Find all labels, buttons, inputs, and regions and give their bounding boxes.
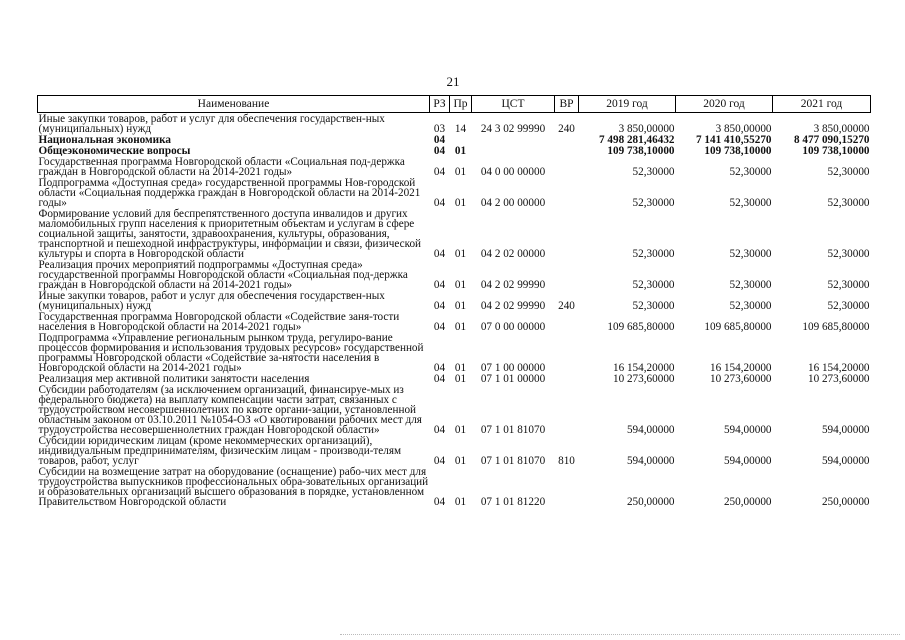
- row-value-2019: 594,00000: [626, 424, 675, 436]
- table-row: [38, 208, 871, 259]
- table-row: [38, 177, 871, 208]
- row-vr: [555, 311, 579, 332]
- row-name: Национальная экономика: [38, 134, 171, 146]
- row-value-2020: 109 738,10000: [704, 145, 772, 157]
- page-number: 21: [446, 74, 460, 89]
- row-cst: 07 1 01 81220: [480, 496, 546, 508]
- table-header-row: [38, 96, 871, 113]
- row-value-2020: 3 850,00000: [715, 123, 772, 135]
- row-value-2021: 52,30000: [827, 279, 870, 291]
- row-cst: 07 1 00 00000: [480, 362, 546, 374]
- row-pr: 01: [454, 455, 467, 467]
- row-value-2019: 594,00000: [626, 455, 675, 467]
- row-name: Субсидии на возмещение затрат на оборудование (оснащение) рабо-чих мест для трудоустройства выпускников профессиональных обра-зовательных организаций и образовательных организаций высшего образования в порядке, установленном Правительством Новгородской области: [38, 466, 429, 508]
- row-rz: 04: [433, 424, 446, 436]
- row-value-2019: 52,30000: [632, 300, 675, 312]
- row-vr: 240: [558, 300, 575, 312]
- row-value-2019: 3 850,00000: [618, 123, 675, 135]
- row-value-2021: 109 685,80000: [802, 321, 870, 333]
- budget-table: [37, 95, 871, 507]
- row-rz: 04: [433, 455, 446, 467]
- row-vr: [555, 332, 579, 373]
- row-name: Подпрограмма «Управление региональным рынком труда, регулиро-вание процессов формирования и использования трудовых ресурсов» государственной программы Новгородской области «Содействие за-нятости населения в Новгородской области на 2014-2021 годы»: [38, 332, 424, 374]
- row-value-2021: 594,00000: [821, 455, 870, 467]
- row-value-2021: 109 738,10000: [802, 145, 870, 157]
- row-rz: 04: [433, 496, 446, 508]
- header-vr: ВР: [555, 96, 579, 113]
- row-pr: 01: [454, 496, 467, 508]
- header-pr: Пр: [450, 96, 472, 113]
- table-row: [38, 290, 871, 311]
- row-value-2019: 250,00000: [626, 496, 675, 508]
- row-cst: 04 2 00 00000: [480, 197, 546, 209]
- row-value-2021: 3 850,00000: [813, 123, 870, 135]
- row-vr: [555, 373, 579, 384]
- row-cst: 04 2 02 99990: [480, 279, 546, 291]
- table-row: [38, 435, 871, 466]
- row-name: Государственная программа Новгородской области «Содействие заня-тости населения в Новгородской области на 2014-2021 годы»: [38, 311, 400, 333]
- row-value-2019: 109 738,10000: [607, 145, 675, 157]
- row-cst: 04 2 02 00000: [480, 248, 546, 260]
- row-vr: 240: [558, 123, 575, 135]
- row-name: Субсидии работодателям (за исключением организаций, финансируе-мых из федерального бюджета) на выплату компенсации части затрат, связанных с трудоустройством несовершеннолетних по квоте органи-зации, установленной областным законом от 03.10.2011 №1054-ОЗ «О квотировании рабочих мест для трудоустройства несовершеннолетних граждан Новгородской области»: [38, 384, 422, 436]
- row-vr: [555, 177, 579, 208]
- row-pr: 01: [454, 373, 467, 385]
- row-value-2021: 250,00000: [821, 496, 870, 508]
- row-value-2020: 52,30000: [729, 166, 772, 178]
- row-vr: [555, 384, 579, 435]
- table-row: [38, 332, 871, 373]
- row-value-2019: 109 685,80000: [607, 321, 675, 333]
- row-pr: 01: [454, 197, 467, 209]
- row-value-2020: 52,30000: [729, 248, 772, 260]
- row-rz: 04: [433, 197, 446, 209]
- row-cst: [472, 145, 555, 156]
- table-body: [38, 113, 871, 508]
- row-rz: 04: [433, 166, 446, 178]
- row-rz: 04: [433, 145, 446, 157]
- row-pr: [450, 134, 472, 145]
- row-name: Реализация мер активной политики занятости населения: [38, 373, 310, 385]
- row-value-2020: 52,30000: [729, 300, 772, 312]
- row-value-2021: 52,30000: [827, 197, 870, 209]
- row-cst: 07 0 00 00000: [480, 321, 546, 333]
- row-value-2020: 7 141 410,55270: [695, 134, 772, 146]
- header-cst: ЦСТ: [472, 96, 555, 113]
- row-value-2019: 52,30000: [632, 279, 675, 291]
- row-value-2021: 594,00000: [821, 424, 870, 436]
- table-row: [38, 259, 871, 290]
- row-rz: 04: [433, 300, 446, 312]
- row-cst: [472, 134, 555, 145]
- header-name: Наименование: [38, 96, 430, 113]
- row-pr: 01: [454, 362, 467, 374]
- row-cst: 04 2 02 99990: [480, 300, 546, 312]
- row-cst: 07 1 01 00000: [480, 373, 546, 385]
- row-cst: 07 1 01 81070: [480, 424, 546, 436]
- row-value-2020: 52,30000: [729, 197, 772, 209]
- row-name: Иные закупки товаров, работ и услуг для обеспечения государствен-ных (муниципальных) нужд: [38, 290, 385, 312]
- table-row: [38, 466, 871, 507]
- row-pr: 01: [454, 300, 467, 312]
- row-value-2021: 52,30000: [827, 248, 870, 260]
- row-value-2020: 109 685,80000: [704, 321, 772, 333]
- table-row: [38, 145, 871, 156]
- header-rz: РЗ: [430, 96, 450, 113]
- row-value-2020: 52,30000: [729, 279, 772, 291]
- header-2020: 2020 год: [676, 96, 773, 113]
- row-value-2019: 16 154,20000: [612, 362, 675, 374]
- row-value-2021: 16 154,20000: [807, 362, 870, 374]
- row-rz: 04: [433, 373, 446, 385]
- row-cst: 24 3 02 99990: [480, 123, 546, 135]
- table-row: [38, 373, 871, 384]
- row-name: Иные закупки товаров, работ и услуг для обеспечения государствен-ных (муниципальных) нужд: [38, 113, 385, 135]
- row-rz: 04: [433, 134, 446, 146]
- row-value-2020: 10 273,60000: [709, 373, 772, 385]
- row-rz: 04: [433, 362, 446, 374]
- row-name: Общеэкономические вопросы: [38, 145, 191, 157]
- row-value-2019: 52,30000: [632, 197, 675, 209]
- row-vr: [555, 156, 579, 177]
- row-value-2021: 10 273,60000: [807, 373, 870, 385]
- row-rz: 04: [433, 248, 446, 260]
- row-vr: [555, 134, 579, 145]
- table-row: [38, 113, 871, 135]
- row-cst: 04 0 00 00000: [480, 166, 546, 178]
- header-2019: 2019 год: [579, 96, 676, 113]
- row-name: Подпрограмма «Доступная среда» государственной программы Нов-городской области «Социальная поддержка граждан в Новгородской области на 2014-2021 годы»: [38, 177, 421, 209]
- row-name: Реализация прочих мероприятий подпрограммы «Доступная среда» государственной программы Новгородской области «Социальная под-держка граждан в Новгородской области на 2014-2021 годы»: [38, 259, 408, 291]
- row-vr: [555, 208, 579, 259]
- row-rz: 04: [433, 279, 446, 291]
- row-pr: 14: [454, 123, 467, 135]
- row-value-2020: 16 154,20000: [709, 362, 772, 374]
- row-pr: 01: [454, 248, 467, 260]
- table-row: [38, 384, 871, 435]
- table-row: [38, 134, 871, 145]
- row-cst: 07 1 01 81070: [480, 455, 546, 467]
- page-bottom-rule: [340, 634, 900, 637]
- row-pr: 01: [454, 145, 467, 157]
- row-name: Государственная программа Новгородской области «Социальная под-держка граждан в Новгородской области на 2014-2021 годы»: [38, 156, 405, 178]
- row-pr: 01: [454, 321, 467, 333]
- row-pr: 01: [454, 424, 467, 436]
- row-value-2021: 52,30000: [827, 166, 870, 178]
- row-value-2020: 594,00000: [723, 424, 772, 436]
- table-row: [38, 156, 871, 177]
- row-vr: [555, 466, 579, 507]
- row-value-2019: 52,30000: [632, 248, 675, 260]
- row-value-2021: 8 477 090,15270: [793, 134, 870, 146]
- row-rz: 03: [433, 123, 446, 135]
- row-name: Формирование условий для беспрепятственного доступа инвалидов и других маломобильных групп населения к приоритетным объектам и услугам в сфере социальной защиты, занятости, здравоохранения, культуры, образования, транспортной и пешеходной инфраструктуры, информации и связи, физической культуры и спорта в Новгородской области: [38, 208, 422, 260]
- row-pr: 01: [454, 166, 467, 178]
- row-value-2021: 52,30000: [827, 300, 870, 312]
- row-rz: 04: [433, 321, 446, 333]
- row-value-2020: 250,00000: [723, 496, 772, 508]
- header-2021: 2021 год: [773, 96, 871, 113]
- row-vr: 810: [558, 455, 575, 467]
- row-vr: [555, 259, 579, 290]
- row-value-2019: 10 273,60000: [612, 373, 675, 385]
- row-name: Субсидии юридическим лицам (кроме некоммерческих организаций), индивидуальным предпринимателям, физическим лицам - производи-телям товаров, работ, услуг: [38, 435, 402, 467]
- row-vr: [555, 145, 579, 156]
- row-value-2019: 52,30000: [632, 166, 675, 178]
- row-value-2019: 7 498 281,46432: [598, 134, 675, 146]
- row-value-2020: 594,00000: [723, 455, 772, 467]
- table-row: [38, 311, 871, 332]
- row-pr: 01: [454, 279, 467, 291]
